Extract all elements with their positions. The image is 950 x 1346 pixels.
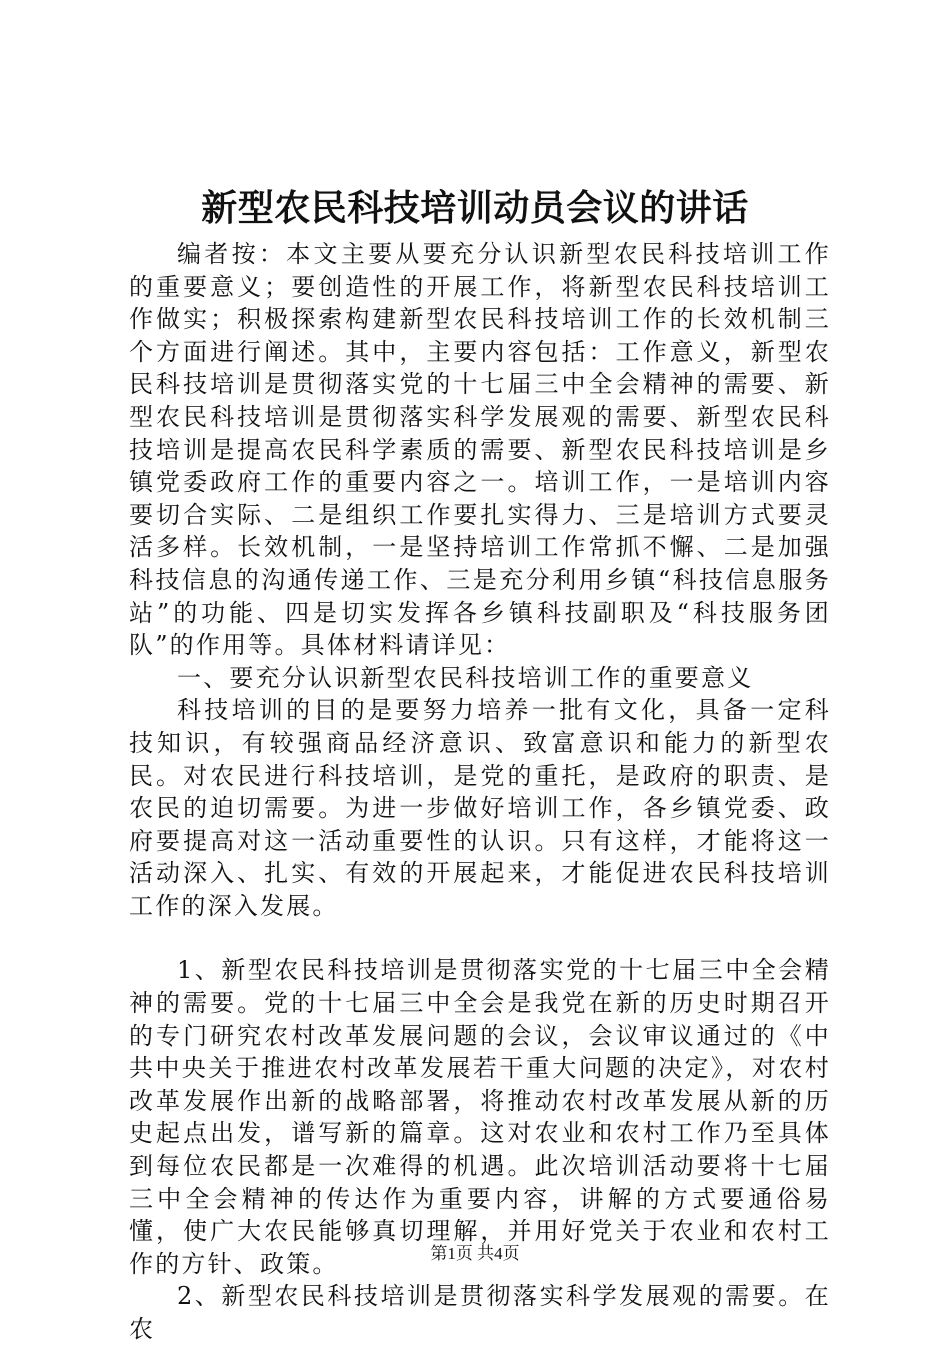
page-footer: 第1页 共4页 bbox=[430, 1244, 520, 1263]
editor-note-paragraph: 编者按：本文主要从要充分认识新型农民科技培训工作的重要意义；要创造性的开展工作，将新型农民科技培训工作做实；积极探索构建新型农民科技培训工作的长效机制三个方面进行阐述。其中，主要内容包括：工作意义，新型农民科技培训是贯彻落实党的十七届三中全会精神的需要、新型农民科技培训是贯彻落实科学发展观的需要、新型农民科技培训是提高农民科学素质的需要、新型农民科技培训是乡镇党委政府工作的重要内容之一。培训工作，一是培训内容要切合实际、二是组织工作要扎实得力、三是培训方式要灵活多样。长效机制，一是坚持培训工作常抓不懈、二是加强科技信息的沟通传递工作、三是充分利用乡镇“科技信息服务站”的功能、四是切实发挥各乡镇科技副职及“科技服务团队”的作用等。具体材料请详见： bbox=[129, 240, 831, 660]
body-paragraph: 2、新型农民科技培训是贯彻落实科学发展观的需要。在农 bbox=[129, 1282, 831, 1343]
document-body bbox=[129, 238, 831, 1346]
body-paragraph: 1、新型农民科技培训是贯彻落实党的十七届三中全会精神的需要。党的十七届三中全会是我党在新的历史时期召开的专门研究农村改革发展问题的会议，会议审议通过的《中共中央关于推进农村改革发展若干重大问题的决定》，对农村改革发展作出新的战略部署，将推动农村改革发展从新的历史起点出发，谱写新的篇章。这对农业和农村工作乃至具体到每位农民都是一次难得的机遇。此次培训活动要将十七届三中全会精神的传达作为重要内容，讲解的方式要通俗易懂，使广大农民能够真切理解，并用好党关于农业和农村工作的方针、政策。 bbox=[129, 956, 831, 1278]
body-paragraph: 科技培训的目的是要努力培养一批有文化，具备一定科技知识，有较强商品经济意识、致富意识和能力的新型农民。对农民进行科技培训，是党的重托，是政府的职责、是农民的迫切需要。为进一步做好培训工作，各乡镇党委、政府要提高对这一活动重要性的认识。只有这样，才能将这一活动深入、扎实、有效的开展起来，才能促进农民科技培训工作的深入发展。 bbox=[129, 696, 831, 920]
document-title: 新型农民科技培训动员会议的讲话 bbox=[201, 187, 749, 229]
section-heading: 一、要充分认识新型农民科技培训工作的重要意义 bbox=[177, 663, 754, 692]
